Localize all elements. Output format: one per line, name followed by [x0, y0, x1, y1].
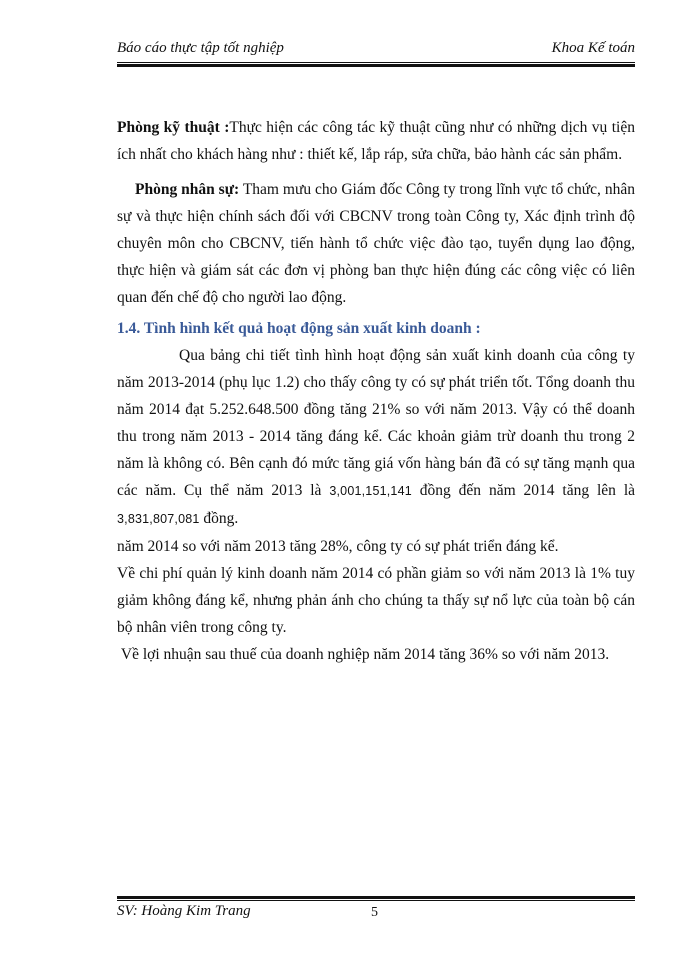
footer-student-name: SV: Hoàng Kim Trang — [117, 903, 251, 919]
header-divider — [117, 62, 635, 67]
hr-dept-text: Tham mưu cho Giám đốc Công ty trong lĩnh vực tổ chức, nhân sự và thực hiện chính sách đối với CBCNV trong toàn Công ty, Xác định trình độ chuyên môn cho CBCNV, tiến hành tổ chức việc đào tạo, tuyển dụng lao động, thực hiện và giám sát các đơn vị phòng ban thực hiện đúng các công việc có liên quan đến chế độ cho người lao động. — [117, 181, 635, 306]
page-footer — [117, 903, 635, 925]
document-body — [117, 114, 635, 668]
paragraph-business-results — [117, 342, 635, 533]
cogs-2014-value: 3,831,807,081 — [117, 512, 200, 526]
page-header — [117, 40, 635, 62]
footer-divider — [117, 896, 635, 901]
hr-dept-label: Phòng nhân sự: — [135, 181, 240, 198]
paragraph-management-cost: Về chi phí quản lý kinh doanh năm 2014 có phần giảm so với năm 2013 là 1% tuy giảm không đáng kể, nhưng phản ánh cho chúng ta thấy sự nổ lực của toàn bộ cán bộ nhân viên trong công ty. — [117, 565, 635, 636]
technical-dept-label: Phòng kỹ thuật : — [117, 119, 230, 136]
header-report-title: Báo cáo thực tập tốt nghiệp — [117, 40, 284, 56]
business-results-text-a: Qua bảng chi tiết tình hình hoạt động sản xuất kinh doanh của công ty năm 2013-2014 (phụ lục 1.2) cho thấy công ty có sự phát triển tốt. Tổng doanh thu năm 2014 đạt 5.252.648.500 đồng tăng 21% so với năm 2013. Vậy có thể doanh thu trong năm 2013 - 2014 tăng đáng kể. Các khoản giảm trừ doanh thu trong 2 năm là không có. Bên cạnh đó mức tăng giá vốn hàng bán đã có sự tăng mạnh qua các năm. Cụ thể năm 2013 là — [117, 347, 635, 499]
technical-dept-text: Thực hiện các công tác kỹ thuật cũng như có những dịch vụ tiện ích nhất cho khách hàng như : thiết kế, lắp ráp, sửa chữa, bảo hành các sản phẩm. — [117, 119, 635, 163]
paragraph-hr-dept — [117, 176, 635, 311]
paragraph-technical-dept — [117, 114, 635, 168]
header-department: Khoa Kế toán — [551, 40, 635, 56]
paragraph-growth: năm 2014 so với năm 2013 tăng 28%, công ty có sự phát triển đáng kể. — [117, 538, 559, 555]
business-results-text-b: đồng đến năm 2014 tăng lên là — [411, 482, 635, 499]
section-heading: 1.4. Tình hình kết quả hoạt động sản xuất kinh doanh : — [117, 320, 481, 337]
paragraph-profit: Về lợi nhuận sau thuế của doanh nghiệp năm 2014 tăng 36% so với năm 2013. — [117, 646, 610, 663]
cogs-2013-value: 3,001,151,141 — [329, 484, 412, 498]
business-results-text-c: đồng. — [199, 510, 239, 527]
page-number: 5 — [371, 905, 378, 920]
